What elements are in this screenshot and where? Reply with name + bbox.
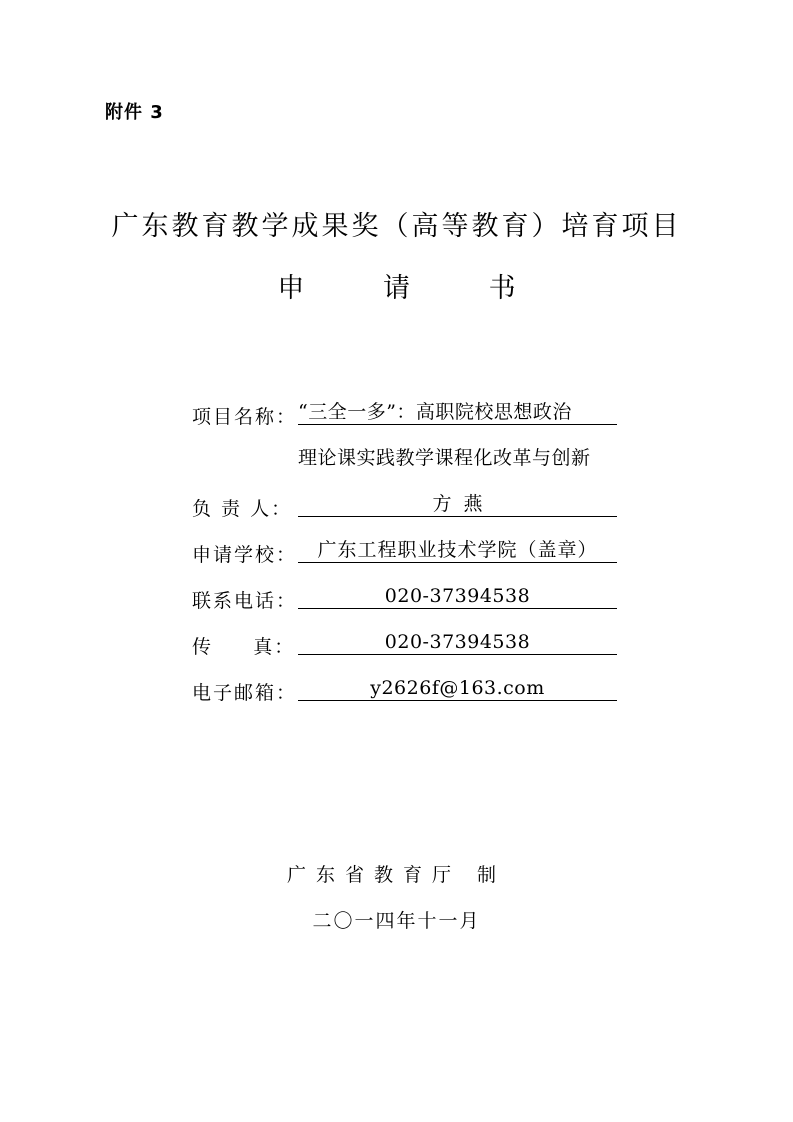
project-name-label: 项目名称： [192, 406, 298, 428]
subtitle-char-2: 请 [383, 273, 410, 304]
school-label: 申请学校： [192, 544, 298, 566]
responsible-person-label: 负 责 人： [192, 498, 293, 520]
phone-value: 020-37394538 [298, 584, 617, 609]
fax-value: 020-37394538 [298, 630, 617, 655]
document-title: 广东教育教学成果奖（高等教育）培育项目 [111, 211, 682, 242]
fax-label: 传 真： [192, 636, 296, 658]
date-line: 二〇一四年十一月 [312, 910, 481, 932]
project-name-value-line1: “三全一多”：高职院校思想政治 [298, 400, 617, 425]
responsible-person-value: 方 燕 [298, 492, 617, 517]
email-label: 电子邮箱： [192, 682, 298, 704]
school-value: 广东工程职业技术学院（盖章） [298, 538, 617, 563]
attachment-label: 附件 3 [105, 102, 164, 123]
issuer-line: 广东省教育厅 制 [286, 864, 507, 886]
subtitle-char-3: 书 [488, 273, 516, 304]
phone-label: 联系电话： [192, 590, 298, 612]
document-subtitle [0, 266, 793, 305]
project-name-value-line2: 理论课实践教学课程化改革与创新 [298, 447, 591, 469]
email-value: y2626f@163.com [298, 676, 617, 701]
subtitle-char-1: 申 [277, 273, 305, 304]
